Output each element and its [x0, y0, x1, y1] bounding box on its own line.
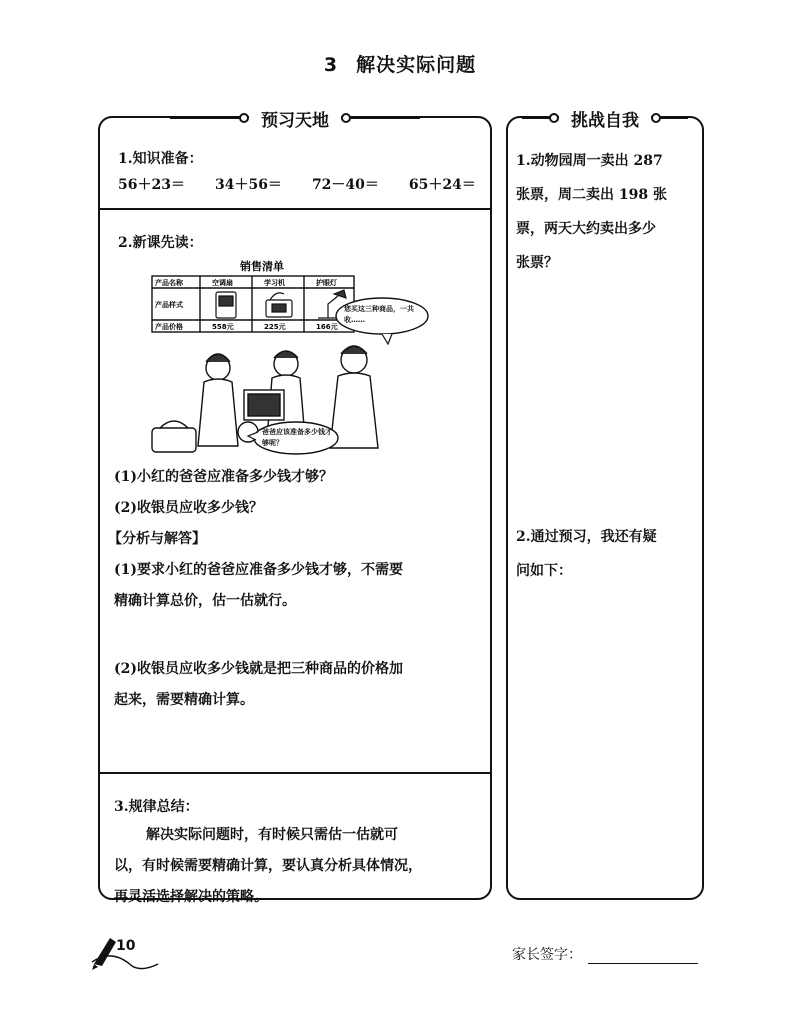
answer-2-line1: (2)收银员应收多少钱就是把三种商品的价格加 [114, 661, 403, 677]
product-name: 学习机 [264, 279, 285, 287]
summary-label: 3.规律总结： [114, 799, 199, 815]
clerk-speech-bubble [336, 298, 428, 344]
air-cooler-icon [216, 292, 236, 318]
sign-label: 家长签字： [512, 947, 582, 963]
knowledge-sums [118, 174, 476, 194]
child-bubble-text: 爸爸应该准备多少钱才够呢？ [262, 428, 332, 447]
summary-line3: 再灵活选择解决的策略。 [114, 889, 268, 905]
challenge-q1-line2: 张票，周二卖出 198 张 [516, 187, 667, 203]
lesson-title: 解决实际问题 [356, 54, 477, 76]
preview-panel-heading [100, 102, 490, 134]
product-price: 225元 [264, 323, 286, 331]
page-title [0, 50, 800, 77]
summary-line2: 以，有时候需要精确计算，要认真分析具体情况， [114, 858, 422, 874]
answer-1-line2: 精确计算总价，估一估就行。 [114, 593, 296, 609]
learning-machine-icon [266, 293, 292, 317]
row-header-price: 产品价格 [155, 323, 183, 331]
question-2: (2)收银员应收多少钱？ [114, 500, 263, 516]
parent-signature [512, 944, 698, 964]
row-header-name: 产品名称 [155, 279, 183, 287]
preview-panel [98, 110, 492, 905]
knowledge-label: 1.知识准备： [118, 151, 203, 167]
product-name: 护眼灯 [316, 279, 337, 287]
question-1: (1)小红的爸爸应准备多少钱才够？ [114, 469, 333, 485]
child-speech-bubble [248, 422, 338, 454]
section-divider [100, 772, 490, 774]
summary-line1: 解决实际问题时，有时候只需估一估就可 [146, 827, 398, 843]
lesson-number: 3 [323, 54, 339, 76]
preview-heading-label: 预习天地 [249, 106, 341, 131]
challenge-q2-line2: 问如下： [516, 563, 572, 579]
challenge-heading-label: 挑战自我 [559, 106, 651, 131]
row-header-style: 产品样式 [155, 301, 183, 309]
product-price: 166元 [316, 323, 338, 331]
sum-item: 56＋23＝ [118, 177, 185, 193]
challenge-q1-line1: 1.动物园周一卖出 287 [516, 153, 663, 169]
section-divider [100, 208, 490, 210]
product-name: 空调扇 [212, 279, 233, 287]
sum-item: 72－40＝ [311, 177, 379, 193]
signature-blank[interactable] [588, 950, 698, 964]
clerk-bubble-text: 您买这三种商品，一共收…… [344, 305, 414, 324]
heading-dot-icon [341, 113, 351, 123]
page-number: 10 [116, 938, 136, 954]
table-title: 销售清单 [240, 260, 284, 273]
preview-label: 2.新课先读： [118, 235, 203, 251]
heading-dot-icon [651, 113, 661, 123]
challenge-panel [506, 110, 704, 900]
sales-illustration [148, 256, 438, 466]
challenge-panel-heading [508, 102, 702, 134]
challenge-q2-line1: 2.通过预习，我还有疑 [516, 529, 657, 545]
answer-1-line1: (1)要求小红的爸爸应准备多少钱才够，不需要 [114, 562, 403, 578]
analysis-label: 【分析与解答】 [108, 531, 206, 547]
sum-item: 65＋24＝ [408, 177, 476, 193]
challenge-q1-line4: 张票？ [516, 255, 558, 271]
challenge-q1-line3: 票，两天大约卖出多少 [516, 221, 656, 237]
sum-item: 34＋56＝ [214, 177, 282, 193]
answer-2-line2: 起来，需要精确计算。 [114, 692, 254, 708]
heading-dot-icon [239, 113, 249, 123]
heading-dot-icon [549, 113, 559, 123]
product-price: 558元 [212, 323, 234, 331]
